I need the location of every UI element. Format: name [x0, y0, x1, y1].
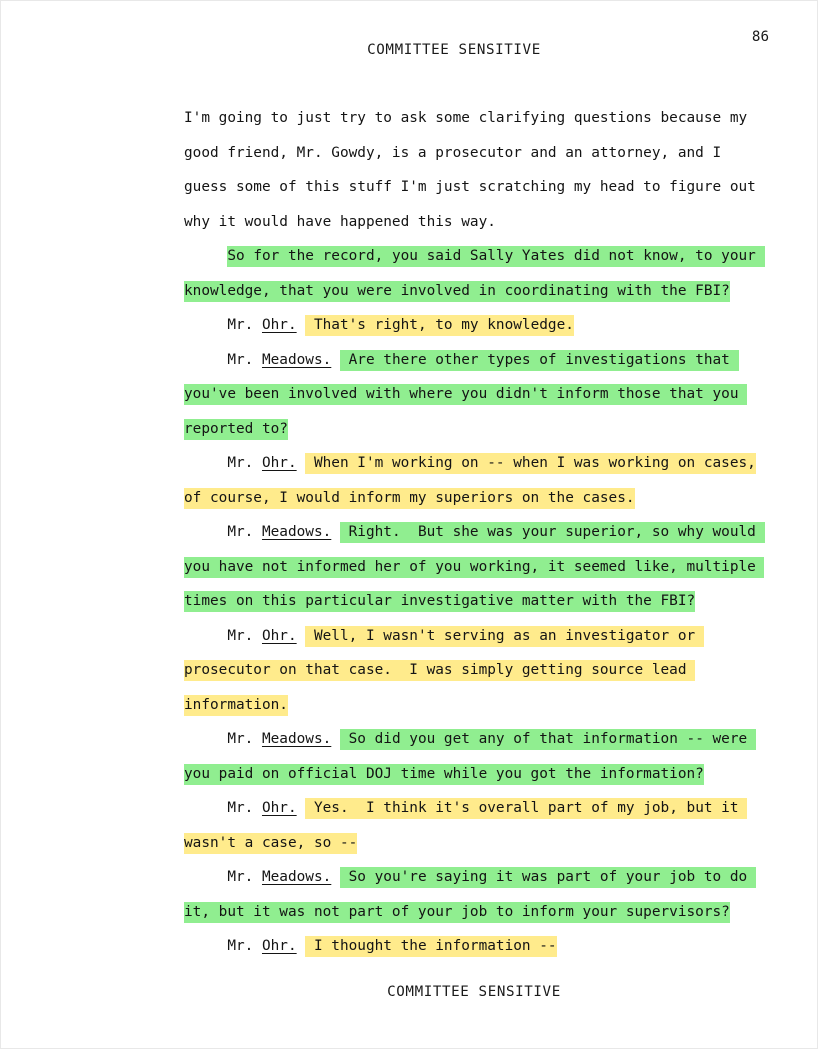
- highlighted-question-text: So did you get any of that information -- were: [340, 729, 756, 750]
- highlighted-question-text: times on this particular investigative matter with the FBI?: [184, 591, 695, 612]
- transcript-line: [184, 412, 784, 447]
- highlighted-answer-text: wasn't a case, so --: [184, 833, 357, 854]
- transcript-line: [184, 722, 784, 757]
- text-segment: I'm going to just try to ask some clarifying questions because my: [184, 110, 748, 126]
- transcript-line: [184, 170, 784, 205]
- highlighted-answer-text: When I'm working on -- when I was working on cases,: [305, 453, 756, 474]
- text-segment: Mr.: [184, 800, 262, 816]
- transcript-line: [184, 860, 784, 895]
- text-segment: Mr.: [184, 731, 262, 747]
- text-segment: Mr.: [184, 938, 262, 954]
- highlighted-question-text: reported to?: [184, 419, 288, 440]
- speaker-name: Meadows.: [261, 524, 332, 540]
- text-segment: Mr.: [184, 351, 262, 368]
- text-segment: [184, 248, 227, 264]
- speaker-name: Ohr.: [261, 317, 297, 333]
- highlighted-answer-text: prosecutor on that case. I was simply getting source lead: [184, 660, 695, 681]
- transcript-line: [184, 584, 784, 619]
- highlighted-question-text: you paid on official DOJ time while you got the information?: [184, 764, 704, 785]
- transcript-line: [184, 688, 784, 723]
- text-segment: [331, 869, 340, 885]
- speaker-name: Meadows.: [261, 351, 332, 368]
- text-segment: [297, 938, 306, 954]
- transcript-line: [184, 895, 784, 930]
- text-segment: good friend, Mr. Gowdy, is a prosecutor and an attorney, and I: [184, 144, 722, 161]
- highlighted-question-text: you've been involved with where you didn't inform those that you: [184, 384, 747, 405]
- footer-classification-stamp: [1, 984, 818, 1000]
- speaker-name: Meadows.: [261, 731, 332, 747]
- speaker-name: Ohr.: [261, 627, 297, 644]
- text-segment: Mr.: [184, 524, 262, 540]
- transcript-line: [184, 274, 784, 309]
- transcript-line: [184, 791, 784, 826]
- text-segment: why it would have happened this way.: [184, 213, 496, 230]
- highlighted-question-text: knowledge, that you were involved in coordinating with the FBI?: [184, 281, 730, 302]
- transcript-line: [184, 826, 784, 861]
- text-segment: Mr.: [184, 455, 262, 471]
- highlighted-answer-text: information.: [184, 695, 288, 716]
- highlighted-answer-text: Yes. I think it's overall part of my job, but it: [305, 798, 747, 819]
- highlighted-answer-text: of course, I would inform my superiors on the cases.: [184, 488, 635, 509]
- transcript-line: [184, 343, 784, 378]
- transcript-line: [184, 239, 784, 274]
- text-segment: [297, 800, 306, 816]
- transcript-line: [184, 515, 784, 550]
- footer-stamp-text: COMMITTEE SENSITIVE: [387, 984, 561, 1000]
- text-segment: [297, 455, 306, 471]
- text-segment: [297, 317, 306, 333]
- highlighted-question-text: you have not informed her of you working, it seemed like, multiple: [184, 557, 764, 578]
- text-segment: [297, 628, 306, 644]
- transcript-line: [184, 619, 784, 654]
- text-segment: [331, 352, 340, 368]
- transcript-line: [184, 653, 784, 688]
- speaker-name: Ohr.: [261, 938, 297, 954]
- transcript-line: [184, 446, 784, 481]
- speaker-name: Ohr.: [261, 455, 297, 471]
- text-segment: Mr.: [184, 627, 262, 644]
- highlighted-question-text: So for the record, you said Sally Yates did not know, to your: [227, 246, 764, 267]
- speaker-name: Ohr.: [261, 800, 297, 816]
- transcript-line: [184, 377, 784, 412]
- transcript-line: [184, 757, 784, 792]
- transcript-body: [184, 101, 784, 964]
- text-segment: guess some of this stuff I'm just scratching my head to figure out: [184, 179, 756, 195]
- transcript-line: [184, 136, 784, 171]
- highlighted-question-text: Are there other types of investigations that: [340, 350, 739, 371]
- transcript-line: [184, 205, 784, 240]
- text-segment: Mr.: [184, 869, 262, 885]
- transcript-line: [184, 550, 784, 585]
- text-segment: Mr.: [184, 317, 262, 333]
- highlighted-question-text: So you're saying it was part of your job to do: [340, 867, 756, 888]
- highlighted-answer-text: I thought the information --: [305, 936, 556, 957]
- highlighted-question-text: Right. But she was your superior, so why would: [340, 522, 765, 543]
- highlighted-answer-text: Well, I wasn't serving as an investigator or: [305, 626, 704, 647]
- transcript-line: [184, 929, 784, 964]
- transcript-line: [184, 481, 784, 516]
- highlighted-question-text: it, but it was not part of your job to inform your supervisors?: [184, 902, 730, 923]
- transcript-line: [184, 308, 784, 343]
- header-stamp-text: COMMITTEE SENSITIVE: [367, 42, 541, 58]
- text-segment: [331, 524, 340, 540]
- speaker-name: Meadows.: [261, 869, 332, 885]
- text-segment: [331, 731, 340, 747]
- highlighted-answer-text: That's right, to my knowledge.: [305, 315, 574, 336]
- header-classification-stamp: [1, 42, 818, 58]
- transcript-line: [184, 101, 784, 136]
- page-number: 86: [751, 29, 769, 45]
